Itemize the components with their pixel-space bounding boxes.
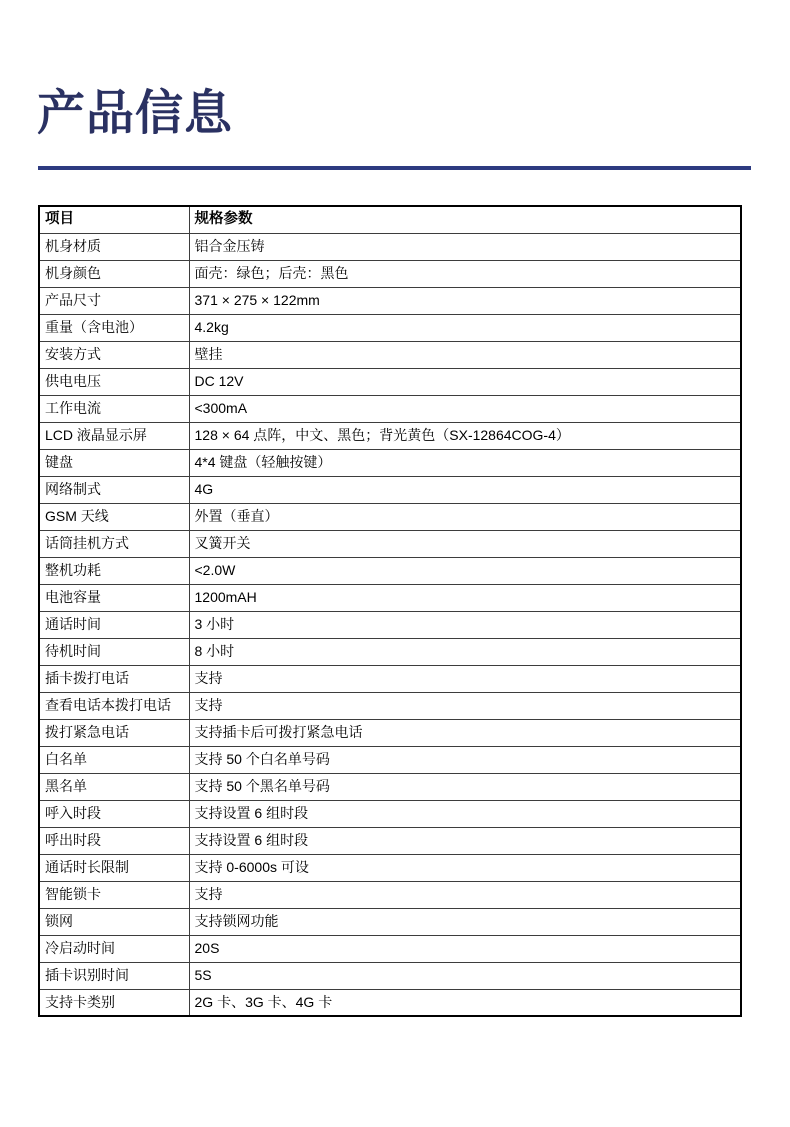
table-row bbox=[39, 260, 741, 287]
spec-item-label: 智能锁卡 bbox=[39, 881, 189, 908]
table-row bbox=[39, 719, 741, 746]
table-row bbox=[39, 584, 741, 611]
page-title: 产品信息 bbox=[37, 87, 234, 140]
spec-value: <2.0W bbox=[189, 557, 741, 584]
spec-value: 2G 卡、3G 卡、4G 卡 bbox=[189, 989, 741, 1016]
table-row bbox=[39, 773, 741, 800]
spec-item-label: 拨打紧急电话 bbox=[39, 719, 189, 746]
spec-item-label: 锁网 bbox=[39, 908, 189, 935]
table-row bbox=[39, 827, 741, 854]
column-header-spec: 规格参数 bbox=[189, 206, 741, 233]
table-row bbox=[39, 989, 741, 1016]
column-header-item: 项目 bbox=[39, 206, 189, 233]
spec-item-label: 电池容量 bbox=[39, 584, 189, 611]
spec-value: 3 小时 bbox=[189, 611, 741, 638]
table-row bbox=[39, 287, 741, 314]
spec-value: 支持 0-6000s 可设 bbox=[189, 854, 741, 881]
spec-value: 支持 50 个白名单号码 bbox=[189, 746, 741, 773]
spec-value: 8 小时 bbox=[189, 638, 741, 665]
table-row bbox=[39, 503, 741, 530]
spec-value: 支持 bbox=[189, 881, 741, 908]
spec-item-label: 安装方式 bbox=[39, 341, 189, 368]
table-row bbox=[39, 962, 741, 989]
table-row bbox=[39, 530, 741, 557]
table-row bbox=[39, 692, 741, 719]
table-header-row bbox=[39, 206, 741, 233]
spec-item-label: 网络制式 bbox=[39, 476, 189, 503]
spec-value: 支持 50 个黑名单号码 bbox=[189, 773, 741, 800]
table-row bbox=[39, 233, 741, 260]
table-row bbox=[39, 314, 741, 341]
spec-item-label: 整机功耗 bbox=[39, 557, 189, 584]
table-row bbox=[39, 395, 741, 422]
spec-item-label: 呼出时段 bbox=[39, 827, 189, 854]
spec-table-container bbox=[38, 205, 742, 1017]
spec-item-label: 支持卡类别 bbox=[39, 989, 189, 1016]
spec-table bbox=[38, 205, 742, 1017]
table-row bbox=[39, 611, 741, 638]
title-underline-rule bbox=[38, 166, 751, 170]
table-row bbox=[39, 638, 741, 665]
spec-value: 叉簧开关 bbox=[189, 530, 741, 557]
spec-value: 外置（垂直） bbox=[189, 503, 741, 530]
spec-value: 支持 bbox=[189, 692, 741, 719]
spec-value: <300mA bbox=[189, 395, 741, 422]
spec-item-label: 查看电话本拨打电话 bbox=[39, 692, 189, 719]
spec-item-label: 供电电压 bbox=[39, 368, 189, 395]
spec-item-label: 话筒挂机方式 bbox=[39, 530, 189, 557]
spec-value: 壁挂 bbox=[189, 341, 741, 368]
spec-item-label: 通话时长限制 bbox=[39, 854, 189, 881]
spec-item-label: 呼入时段 bbox=[39, 800, 189, 827]
spec-value: 1200mAH bbox=[189, 584, 741, 611]
spec-item-label: GSM 天线 bbox=[39, 503, 189, 530]
spec-item-label: 待机时间 bbox=[39, 638, 189, 665]
table-row bbox=[39, 881, 741, 908]
spec-item-label: 产品尺寸 bbox=[39, 287, 189, 314]
spec-value: 371 × 275 × 122mm bbox=[189, 287, 741, 314]
spec-item-label: LCD 液晶显示屏 bbox=[39, 422, 189, 449]
spec-value: 128 × 64 点阵，中文、黑色；背光黄色（SX-12864COG-4） bbox=[189, 422, 741, 449]
spec-value: 面壳：绿色；后壳：黑色 bbox=[189, 260, 741, 287]
table-row bbox=[39, 368, 741, 395]
table-row bbox=[39, 935, 741, 962]
table-row bbox=[39, 908, 741, 935]
table-row bbox=[39, 854, 741, 881]
spec-value: 支持 bbox=[189, 665, 741, 692]
spec-item-label: 冷启动时间 bbox=[39, 935, 189, 962]
table-row bbox=[39, 476, 741, 503]
spec-item-label: 黑名单 bbox=[39, 773, 189, 800]
spec-item-label: 插卡拨打电话 bbox=[39, 665, 189, 692]
spec-value: 支持锁网功能 bbox=[189, 908, 741, 935]
spec-value: 20S bbox=[189, 935, 741, 962]
spec-value: 铝合金压铸 bbox=[189, 233, 741, 260]
table-row bbox=[39, 665, 741, 692]
spec-value: 5S bbox=[189, 962, 741, 989]
spec-item-label: 工作电流 bbox=[39, 395, 189, 422]
spec-value: DC 12V bbox=[189, 368, 741, 395]
spec-value: 支持设置 6 组时段 bbox=[189, 827, 741, 854]
spec-item-label: 通话时间 bbox=[39, 611, 189, 638]
spec-value: 支持设置 6 组时段 bbox=[189, 800, 741, 827]
table-row bbox=[39, 449, 741, 476]
table-row bbox=[39, 341, 741, 368]
spec-value: 支持插卡后可拨打紧急电话 bbox=[189, 719, 741, 746]
spec-value: 4*4 键盘（轻触按键） bbox=[189, 449, 741, 476]
table-row bbox=[39, 746, 741, 773]
table-row bbox=[39, 422, 741, 449]
table-row bbox=[39, 557, 741, 584]
spec-item-label: 键盘 bbox=[39, 449, 189, 476]
spec-item-label: 重量（含电池） bbox=[39, 314, 189, 341]
spec-item-label: 白名单 bbox=[39, 746, 189, 773]
table-row bbox=[39, 800, 741, 827]
spec-value: 4.2kg bbox=[189, 314, 741, 341]
spec-item-label: 机身颜色 bbox=[39, 260, 189, 287]
spec-value: 4G bbox=[189, 476, 741, 503]
spec-item-label: 机身材质 bbox=[39, 233, 189, 260]
spec-item-label: 插卡识别时间 bbox=[39, 962, 189, 989]
